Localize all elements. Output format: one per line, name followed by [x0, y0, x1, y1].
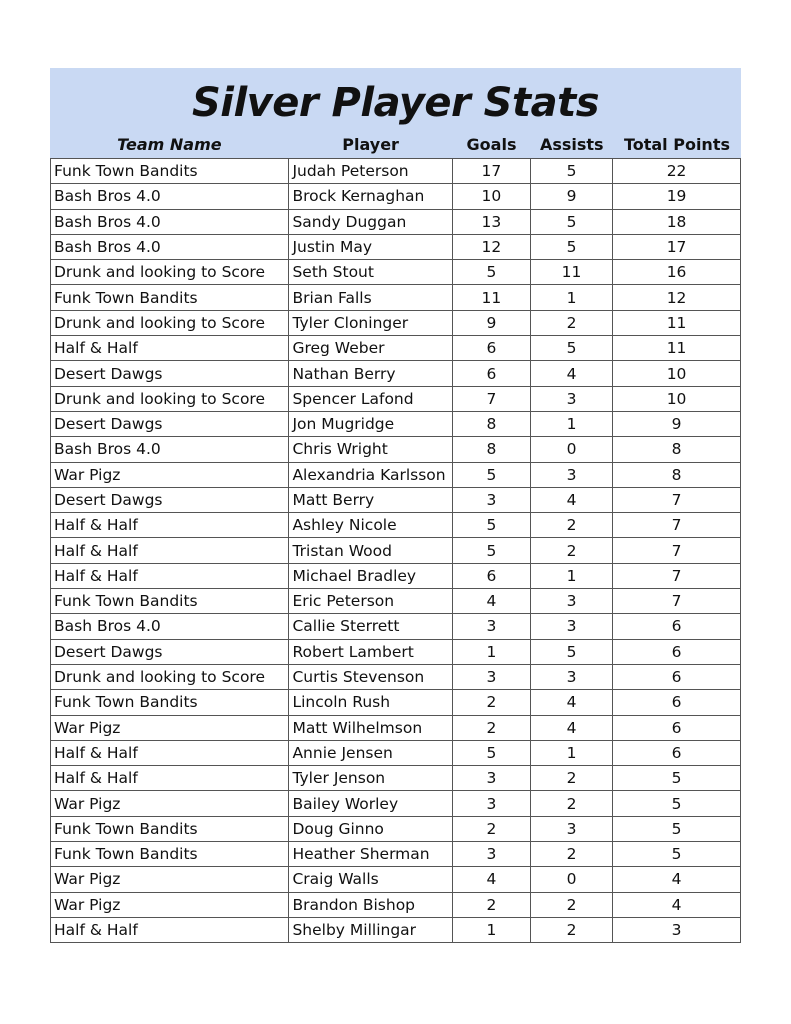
cell-assists: 2: [530, 892, 612, 917]
cell-total-points: 5: [613, 791, 741, 816]
cell-assists: 5: [530, 159, 612, 184]
cell-assists: 3: [530, 664, 612, 689]
cell-total-points: 12: [613, 285, 741, 310]
cell-total-points: 3: [613, 917, 741, 942]
table-row: [51, 816, 741, 841]
table-row: [51, 614, 741, 639]
cell-total-points: 5: [613, 766, 741, 791]
cell-assists: 4: [530, 487, 612, 512]
cell-goals: 13: [452, 209, 530, 234]
cell-player: Bailey Worley: [289, 791, 452, 816]
table-row: [51, 260, 741, 285]
cell-player: Greg Weber: [289, 336, 452, 361]
cell-player: Tyler Cloninger: [289, 310, 452, 335]
cell-player: Craig Walls: [289, 867, 452, 892]
cell-goals: 6: [452, 361, 530, 386]
table-row: [51, 740, 741, 765]
cell-assists: 9: [530, 184, 612, 209]
cell-team: War Pigz: [51, 892, 289, 917]
cell-assists: 3: [530, 816, 612, 841]
table-row: [51, 184, 741, 209]
header-band: [50, 68, 741, 158]
cell-goals: 3: [452, 842, 530, 867]
cell-goals: 8: [452, 411, 530, 436]
cell-team: Half & Half: [51, 563, 289, 588]
cell-goals: 2: [452, 715, 530, 740]
cell-team: War Pigz: [51, 715, 289, 740]
cell-player: Nathan Berry: [289, 361, 452, 386]
cell-assists: 2: [530, 766, 612, 791]
cell-team: Funk Town Bandits: [51, 159, 289, 184]
cell-player: Robert Lambert: [289, 639, 452, 664]
cell-assists: 2: [530, 513, 612, 538]
cell-goals: 3: [452, 614, 530, 639]
cell-team: War Pigz: [51, 867, 289, 892]
cell-total-points: 11: [613, 336, 741, 361]
stats-table-body: [51, 159, 741, 943]
table-row: [51, 867, 741, 892]
cell-player: Brandon Bishop: [289, 892, 452, 917]
cell-team: Half & Half: [51, 336, 289, 361]
cell-total-points: 10: [613, 386, 741, 411]
cell-total-points: 6: [613, 639, 741, 664]
cell-player: Callie Sterrett: [289, 614, 452, 639]
cell-assists: 3: [530, 614, 612, 639]
cell-total-points: 4: [613, 892, 741, 917]
cell-goals: 5: [452, 538, 530, 563]
cell-goals: 7: [452, 386, 530, 411]
cell-team: Bash Bros 4.0: [51, 614, 289, 639]
cell-team: Desert Dawgs: [51, 639, 289, 664]
cell-total-points: 5: [613, 842, 741, 867]
table-row: [51, 664, 741, 689]
cell-assists: 1: [530, 285, 612, 310]
cell-team: Drunk and looking to Score: [51, 386, 289, 411]
cell-player: Judah Peterson: [289, 159, 452, 184]
cell-player: Michael Bradley: [289, 563, 452, 588]
cell-assists: 4: [530, 715, 612, 740]
cell-team: Desert Dawgs: [51, 361, 289, 386]
cell-assists: 3: [530, 589, 612, 614]
table-row: [51, 310, 741, 335]
cell-goals: 6: [452, 336, 530, 361]
cell-team: Half & Half: [51, 740, 289, 765]
table-row: [51, 462, 741, 487]
cell-player: Sandy Duggan: [289, 209, 452, 234]
cell-player: Matt Berry: [289, 487, 452, 512]
column-header-goals: Goals: [466, 135, 517, 154]
cell-assists: 0: [530, 867, 612, 892]
stats-table: [50, 158, 741, 943]
cell-team: War Pigz: [51, 791, 289, 816]
cell-player: Seth Stout: [289, 260, 452, 285]
cell-goals: 12: [452, 234, 530, 259]
cell-assists: 5: [530, 639, 612, 664]
cell-team: Funk Town Bandits: [51, 842, 289, 867]
stats-sheet: [50, 68, 741, 943]
cell-total-points: 5: [613, 816, 741, 841]
table-row: [51, 437, 741, 462]
cell-goals: 10: [452, 184, 530, 209]
page-title: Silver Player Stats: [191, 80, 600, 126]
cell-assists: 4: [530, 690, 612, 715]
table-row: [51, 209, 741, 234]
cell-total-points: 16: [613, 260, 741, 285]
cell-goals: 5: [452, 260, 530, 285]
cell-player: Brian Falls: [289, 285, 452, 310]
cell-total-points: 6: [613, 614, 741, 639]
cell-player: Doug Ginno: [289, 816, 452, 841]
cell-team: Bash Bros 4.0: [51, 234, 289, 259]
cell-goals: 1: [452, 639, 530, 664]
cell-assists: 4: [530, 361, 612, 386]
cell-team: Funk Town Bandits: [51, 816, 289, 841]
cell-total-points: 6: [613, 715, 741, 740]
cell-goals: 3: [452, 664, 530, 689]
cell-player: Matt Wilhelmson: [289, 715, 452, 740]
cell-goals: 17: [452, 159, 530, 184]
table-row: [51, 690, 741, 715]
cell-goals: 1: [452, 917, 530, 942]
cell-total-points: 7: [613, 563, 741, 588]
cell-team: Desert Dawgs: [51, 411, 289, 436]
cell-total-points: 18: [613, 209, 741, 234]
cell-assists: 3: [530, 462, 612, 487]
table-row: [51, 766, 741, 791]
cell-total-points: 7: [613, 538, 741, 563]
cell-total-points: 8: [613, 462, 741, 487]
cell-total-points: 8: [613, 437, 741, 462]
cell-assists: 2: [530, 842, 612, 867]
table-row: [51, 563, 741, 588]
cell-player: Ashley Nicole: [289, 513, 452, 538]
cell-team: Drunk and looking to Score: [51, 260, 289, 285]
cell-player: Brock Kernaghan: [289, 184, 452, 209]
cell-assists: 2: [530, 917, 612, 942]
cell-total-points: 6: [613, 664, 741, 689]
column-header-total-points: Total Points: [623, 135, 730, 154]
table-row: [51, 159, 741, 184]
table-row: [51, 892, 741, 917]
table-row: [51, 791, 741, 816]
cell-total-points: 7: [613, 513, 741, 538]
cell-goals: 6: [452, 563, 530, 588]
cell-team: Funk Town Bandits: [51, 589, 289, 614]
cell-assists: 1: [530, 740, 612, 765]
cell-team: Funk Town Bandits: [51, 285, 289, 310]
cell-total-points: 9: [613, 411, 741, 436]
cell-goals: 11: [452, 285, 530, 310]
cell-player: Alexandria Karlsson: [289, 462, 452, 487]
cell-total-points: 6: [613, 740, 741, 765]
cell-team: Bash Bros 4.0: [51, 437, 289, 462]
table-row: [51, 386, 741, 411]
column-header-team: Team Name: [117, 135, 222, 154]
table-row: [51, 234, 741, 259]
cell-goals: 2: [452, 690, 530, 715]
column-header-row: [50, 134, 741, 156]
table-row: [51, 285, 741, 310]
cell-goals: 9: [452, 310, 530, 335]
table-row: [51, 513, 741, 538]
cell-total-points: 19: [613, 184, 741, 209]
cell-assists: 1: [530, 411, 612, 436]
cell-total-points: 11: [613, 310, 741, 335]
table-row: [51, 411, 741, 436]
cell-player: Eric Peterson: [289, 589, 452, 614]
cell-goals: 4: [452, 867, 530, 892]
cell-goals: 3: [452, 487, 530, 512]
cell-player: Jon Mugridge: [289, 411, 452, 436]
cell-total-points: 22: [613, 159, 741, 184]
cell-assists: 3: [530, 386, 612, 411]
cell-player: Annie Jensen: [289, 740, 452, 765]
cell-player: Lincoln Rush: [289, 690, 452, 715]
cell-player: Justin May: [289, 234, 452, 259]
cell-team: Desert Dawgs: [51, 487, 289, 512]
cell-assists: 5: [530, 209, 612, 234]
cell-total-points: 17: [613, 234, 741, 259]
cell-goals: 5: [452, 462, 530, 487]
cell-team: Drunk and looking to Score: [51, 664, 289, 689]
cell-goals: 8: [452, 437, 530, 462]
column-header-assists: Assists: [539, 135, 604, 154]
cell-assists: 2: [530, 310, 612, 335]
cell-team: War Pigz: [51, 462, 289, 487]
table-row: [51, 538, 741, 563]
cell-total-points: 7: [613, 589, 741, 614]
table-row: [51, 336, 741, 361]
table-row: [51, 361, 741, 386]
cell-total-points: 6: [613, 690, 741, 715]
cell-team: Bash Bros 4.0: [51, 209, 289, 234]
cell-assists: 5: [530, 336, 612, 361]
cell-team: Half & Half: [51, 538, 289, 563]
cell-team: Drunk and looking to Score: [51, 310, 289, 335]
cell-total-points: 10: [613, 361, 741, 386]
cell-goals: 5: [452, 513, 530, 538]
cell-goals: 4: [452, 589, 530, 614]
cell-goals: 3: [452, 791, 530, 816]
cell-goals: 2: [452, 892, 530, 917]
cell-assists: 2: [530, 538, 612, 563]
cell-team: Half & Half: [51, 513, 289, 538]
cell-assists: 0: [530, 437, 612, 462]
cell-team: Funk Town Bandits: [51, 690, 289, 715]
table-row: [51, 487, 741, 512]
table-row: [51, 715, 741, 740]
cell-team: Half & Half: [51, 917, 289, 942]
cell-assists: 2: [530, 791, 612, 816]
cell-goals: 5: [452, 740, 530, 765]
cell-player: Curtis Stevenson: [289, 664, 452, 689]
cell-goals: 2: [452, 816, 530, 841]
cell-assists: 11: [530, 260, 612, 285]
cell-player: Tristan Wood: [289, 538, 452, 563]
column-header-player: Player: [342, 135, 399, 154]
cell-total-points: 7: [613, 487, 741, 512]
cell-player: Tyler Jenson: [289, 766, 452, 791]
cell-assists: 5: [530, 234, 612, 259]
cell-assists: 1: [530, 563, 612, 588]
cell-player: Shelby Millingar: [289, 917, 452, 942]
table-row: [51, 842, 741, 867]
table-row: [51, 589, 741, 614]
cell-team: Bash Bros 4.0: [51, 184, 289, 209]
cell-player: Chris Wright: [289, 437, 452, 462]
cell-team: Half & Half: [51, 766, 289, 791]
table-row: [51, 639, 741, 664]
cell-goals: 3: [452, 766, 530, 791]
cell-total-points: 4: [613, 867, 741, 892]
table-row: [51, 917, 741, 942]
cell-player: Spencer Lafond: [289, 386, 452, 411]
cell-player: Heather Sherman: [289, 842, 452, 867]
